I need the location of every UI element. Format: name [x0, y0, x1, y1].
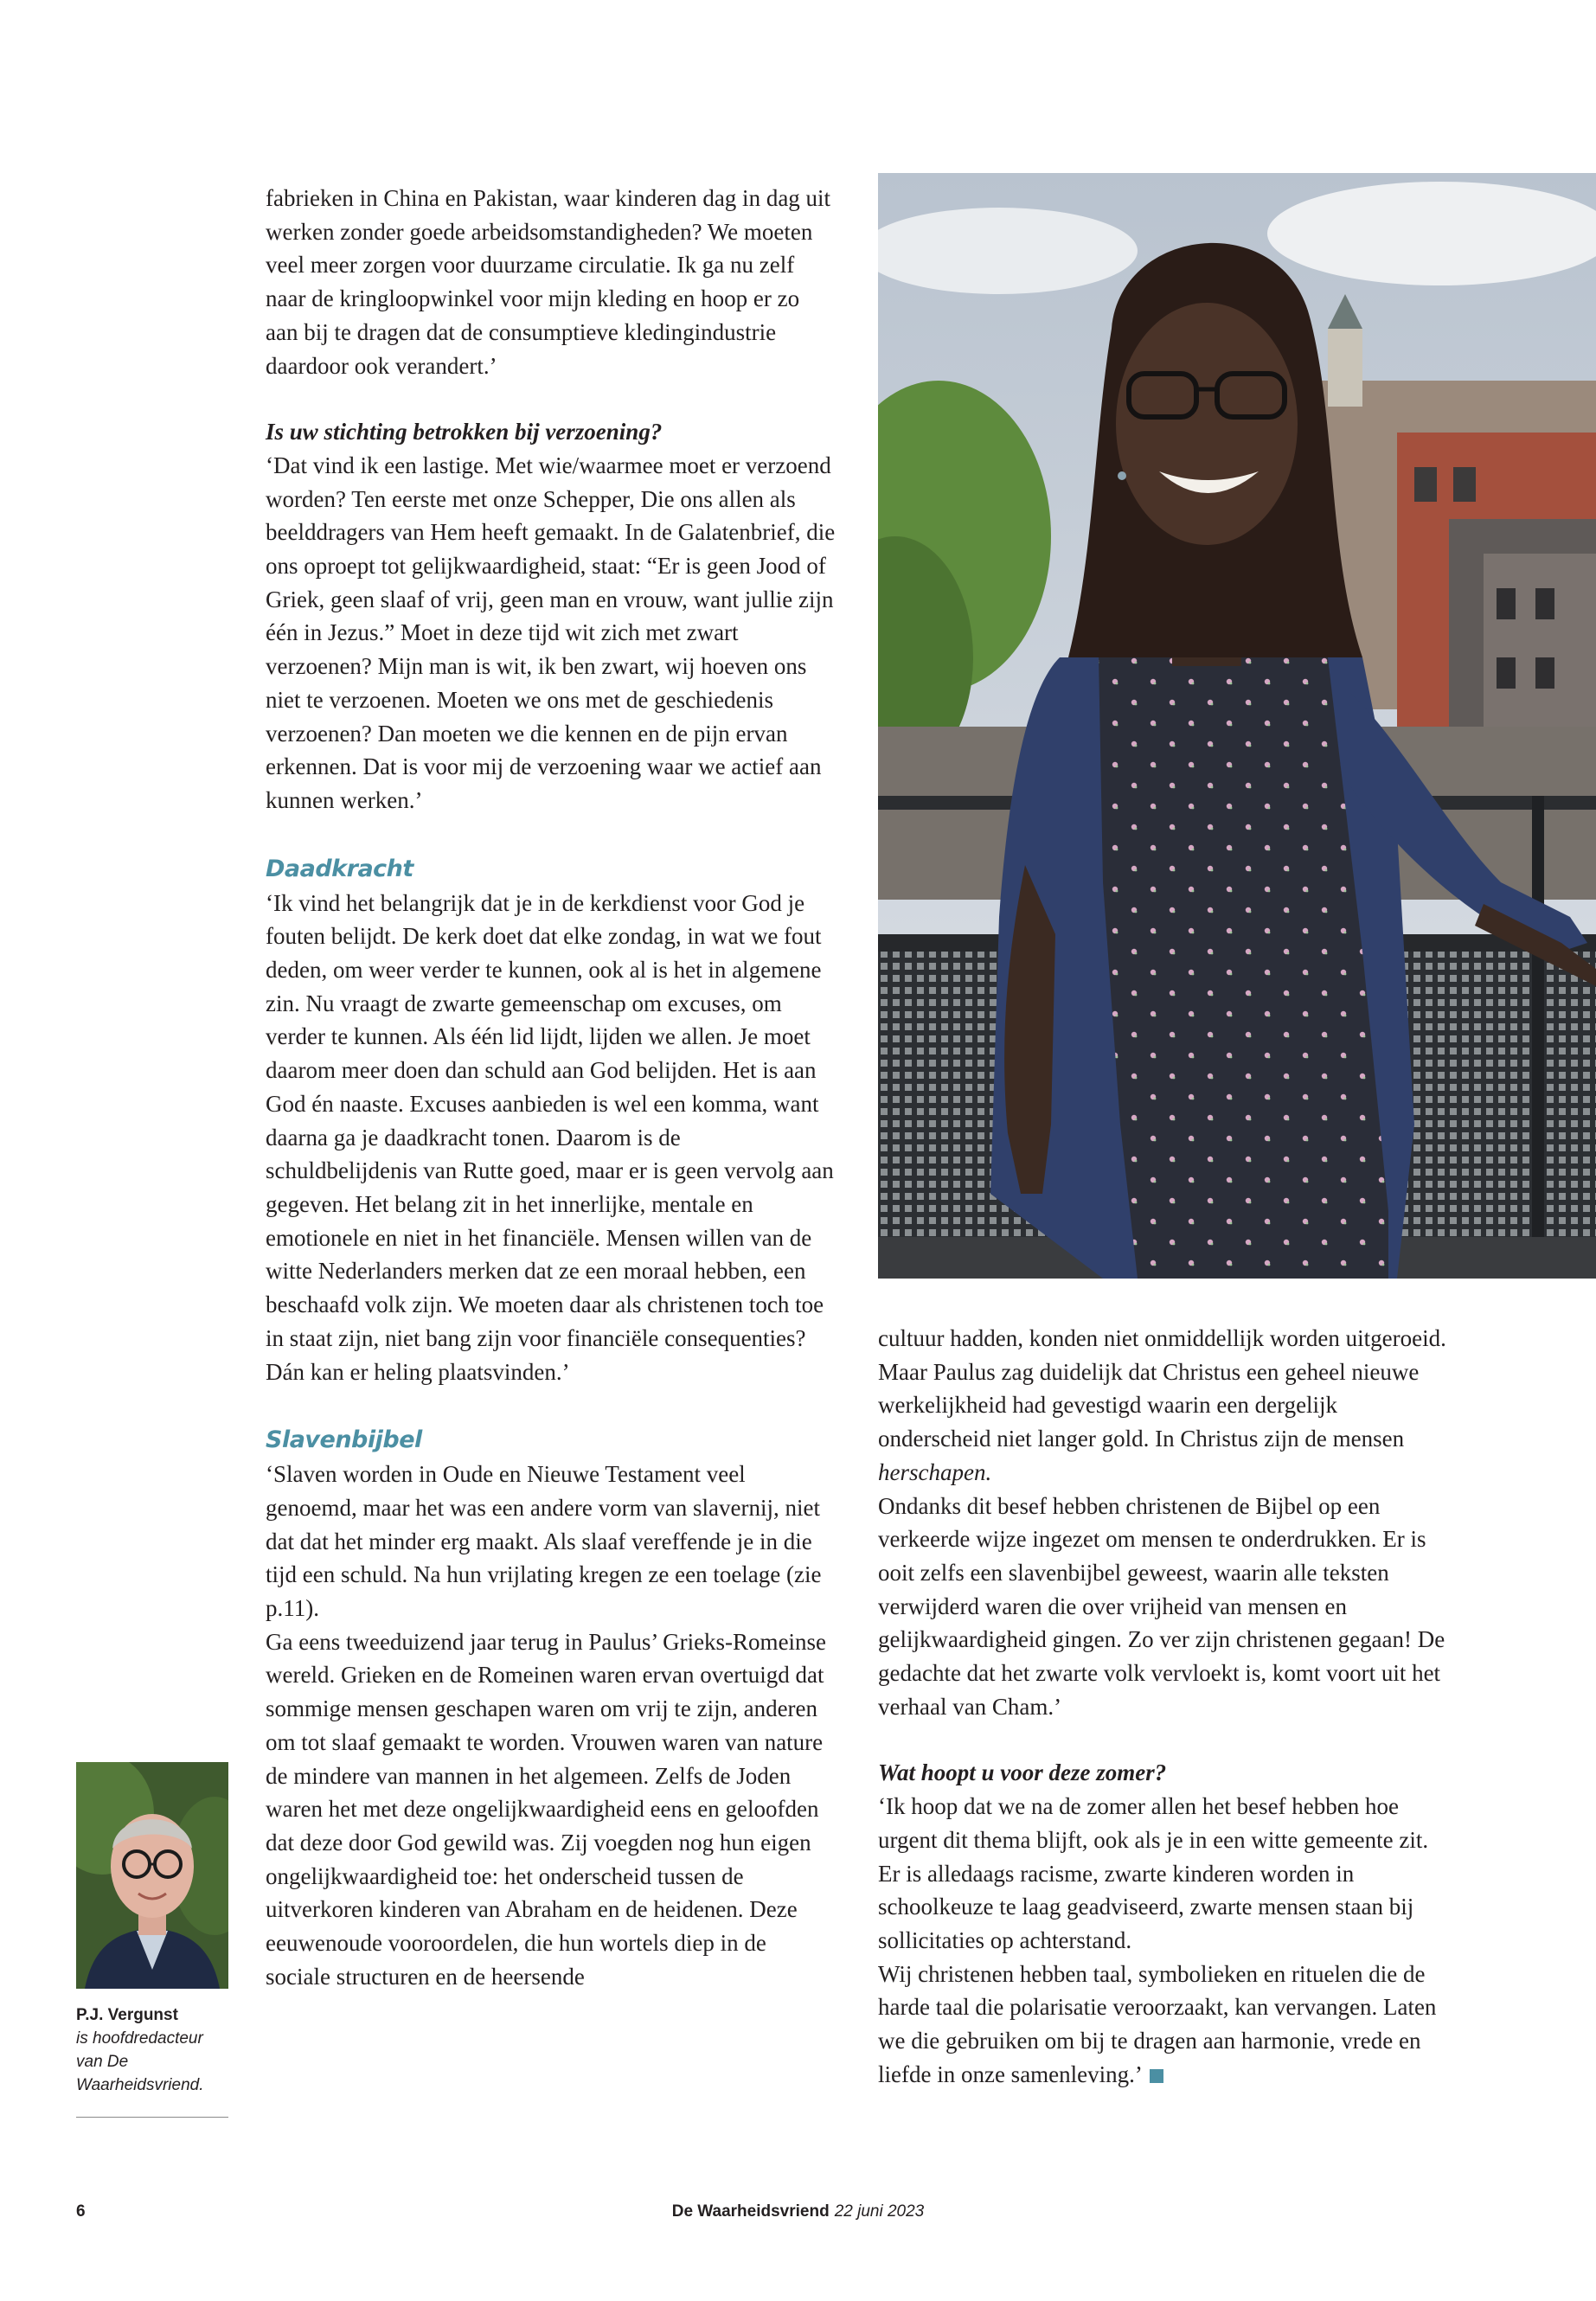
- paragraph: fabrieken in China en Pakistan, waar kinderen dag in dag uit werken zonder goede arbeidsomstandigheden? We moeten veel meer zorgen voor duurzame circulatie. Ik ga nu zelf naar de kringloopwinkel voor mijn kleding en hoop er zo aan bij te dragen dat de consumptieve kledingindustrie daardoor ook verandert.’: [266, 185, 831, 379]
- paragraph: Ga eens tweeduizend jaar terug in Paulus’ Grieks-Romeinse wereld. Grieken en de Romeinen waren ervan overtuigd dat sommige mensen geschapen waren om vrij te zijn, anderen om tot slaaf gemaakt te worden. Vrouwen waren van nature de mindere van mannen in het algemeen. Zelfs de Joden waren het met deze ongelijkwaardigheid eens en geloofden dat deze door God gewild was. Zij voegden nog hun eigen ongelijkwaardigheid toe: het onderscheid tussen de uitverkoren kinderen van Abraham en de heidenen. Deze eeuwenoude vooroordelen, die hun wortels diep in de sociale structuren en de heersende: [266, 1628, 827, 1990]
- interview-question: Wat hoopt u voor deze zomer?: [878, 1759, 1167, 1786]
- paragraph-text: Wij christenen hebben taal, symbolieken en rituelen die de harde taal die polarisatie veroorzaakt, kan vervangen. Laten we die gebruiken om bij te dragen aan harmonie, vrede en liefde in onze samenleving.’: [878, 1960, 1437, 2087]
- page-number: 6: [76, 2202, 86, 2221]
- emphasis: herschapen.: [878, 1458, 992, 1485]
- paragraph: ‘Dat vind ik een lastige. Met wie/waarmee moet er verzoend worden? Ten eerste met onze Schepper, Die ons allen als beelddragers van Hem heeft gemaakt. In de Galatenbrief, die ons oproept tot gelijkwaardigheid, staat: “Er is geen Jood of Griek, geen slaaf of vrij, geen man en vrouw, want jullie zijn één in Jezus.” Moet in deze tijd wit zich met zwart verzoenen? Mijn man is wit, ik ben zwart, wij hoeven ons niet te verzoenen. Moeten we ons met de geschiedenis verzoenen? Dan moeten we die kennen en de pijn ervan erkennen. Dat is voor mij de verzoening waar we actief aan kunnen werken.’: [266, 452, 836, 813]
- interview-question: Is uw stichting betrokken bij verzoening?: [266, 419, 663, 445]
- footer-publication: [0, 2202, 1596, 2221]
- end-of-article-icon: [1150, 2069, 1163, 2083]
- paragraph: [878, 1958, 1449, 2092]
- subheading: Slavenbijbel: [266, 1426, 422, 1454]
- paragraph: ‘Ik hoop dat we na de zomer allen het besef hebben hoe urgent dit thema blijft, ook als je in een witte gemeente zit. Er is alledaags racisme, zwarte kinderen worden in schoolkeuze te laag geadviseerd, zwarte mensen staan bij sollicitaties op achterstand.: [878, 1793, 1429, 1953]
- issue-date: 22 juni 2023: [834, 2202, 925, 2221]
- caption-divider: [76, 2117, 228, 2118]
- portrait-photo: [878, 173, 1596, 1279]
- author-photo: [76, 1762, 228, 1989]
- author-caption: [76, 2003, 228, 2097]
- paragraph: ‘Ik vind het belangrijk dat je in de kerkdienst voor God je fouten belijdt. De kerk doet dat elke zondag, in wat we fout deden, om weer verder te kunnen, ook al is het in algemene zin. Nu vraagt de zwarte gemeenschap om excuses, om verder te kunnen. Als één lid lijdt, lijden we allen. Je moet daarom meer doen dan schuld aan God belijden. Het is aan God én naaste. Excuses aanbieden is wel een komma, want daarna ga je daadkracht tonen. Daarom is de schuldbelijdenis van Rutte goed, maar er is geen vervolg aan gegeven. Het belang zit in het innerlijke, mentale en emotionele en niet in het financiële. Mensen willen van de witte Nederlanders merken dat ze een moraal hebben, een beschaafd volk zijn. We moeten daar als christenen toch toe in staat zijn, niet bang zijn voor financiële consequenties? Dán kan er heling plaatsvinden.’: [266, 889, 834, 1385]
- subheading: Daadkracht: [266, 855, 413, 882]
- author-role: is hoofdredacteur van De Waarheidsvriend.: [76, 2029, 204, 2094]
- paragraph-text: cultuur hadden, konden niet onmiddellijk worden uitgeroeid. Maar Paulus zag duidelijk dat Christus een geheel nieuwe werkelijkheid had gevestigd waarin een dergelijk onderscheid niet langer gold. In Christus zijn de mensen: [878, 1325, 1446, 1452]
- article-left-column: [266, 182, 836, 1993]
- magazine-name: De Waarheidsvriend: [671, 2202, 830, 2221]
- paragraph: ‘Slaven worden in Oude en Nieuwe Testament veel genoemd, maar het was een andere vorm van slavernij, niet dat dat het minder erg maakt. Als slaaf vereffende je in die tijd een schuld. Na hun vrijlating kregen ze een toelage (zie p.11).: [266, 1461, 822, 1622]
- paragraph: [878, 1322, 1449, 1490]
- author-name: P.J. Vergunst: [76, 2006, 178, 2024]
- paragraph: Ondanks dit besef hebben christenen de Bijbel op een verkeerde wijze ingezet om mensen te onderdrukken. Er is ooit zelfs een slavenbijbel geweest, waarin alle teksten verwijderd waren die over vrijheid van mensen en gelijkwaardigheid gingen. Zo ver zijn christenen gegaan! De gedachte dat het zwarte volk vervloekt is, komt voort uit het verhaal van Cham.’: [878, 1492, 1445, 1720]
- article-right-column: [878, 1322, 1449, 2091]
